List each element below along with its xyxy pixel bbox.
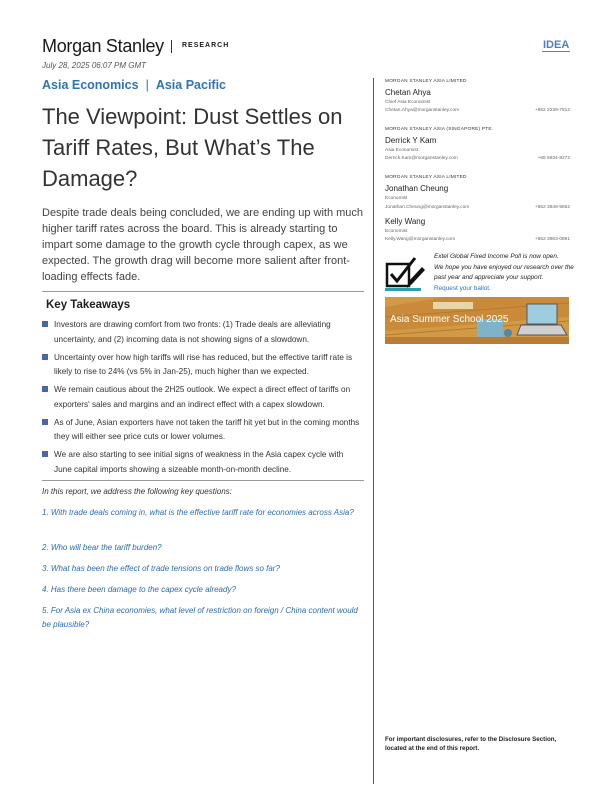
list-item: Uncertainty over how high tariffs will rise has reduced, but the effective tariff rate is likely to rise to 24% (vs 5% in Jan-25), much higher than we expected. [42, 351, 362, 380]
list-item: We are also starting to see initial signs of weakness in the Asia capex cycle with June capital imports showing a sizeable month-on-month decline. [42, 448, 362, 477]
author-phone: +852 3848-5652 [534, 205, 570, 210]
report-title: The Viewpoint: Dust Settles on Tariff Rates, But What’s The Damage? [42, 104, 343, 191]
author-email[interactable]: Derrick.Kam@morganstanley.com [385, 156, 458, 161]
author-email[interactable]: Kelly.Wang@morganstanley.com [385, 237, 456, 242]
author-phone: +65 6834-8272 [537, 156, 570, 161]
bullet-square-icon [42, 419, 48, 425]
question-link-5[interactable]: 5. For Asia ex China economies, what level of restriction on foreign / China content would be plausible? [42, 606, 358, 629]
key-takeaways-heading: Key Takeaways [46, 299, 131, 311]
topic-asia-economics[interactable]: Asia Economics [42, 78, 139, 92]
list-item: We remain cautious about the 2H25 outlook. We expect a direct effect of tariffs on exporters' sales and margins and an indirect effect with a capex slowdown. [42, 383, 362, 412]
morgan-stanley-logo: Morgan Stanley [42, 36, 164, 56]
ballot-line-2: We hope you have enjoyed our research over the past year and appreciate your support. [434, 263, 574, 281]
list-item: As of June, Asian exporters have not taken the tariff hit yet but in the coming months they will either see price cuts or lower volumes. [42, 416, 362, 445]
bullet-square-icon [42, 451, 48, 457]
list-item: Investors are drawing comfort from two fronts: (1) Trade deals are alleviating uncertainty, and (2) incoming data is not showing signs of a slowdown. [42, 318, 362, 347]
author-name: Chetan Ahya [385, 88, 431, 97]
key-takeaways-list [42, 318, 362, 481]
check-pencil-icon [385, 254, 425, 292]
ballot-line-1: Extel Global Fixed Income Poll is now open. [434, 253, 559, 260]
author-org: MORGAN STANLEY ASIA LIMITED [385, 175, 467, 180]
ballot-promo [434, 252, 574, 294]
bullet-square-icon [42, 321, 48, 327]
author-org: MORGAN STANLEY ASIA LIMITED [385, 79, 467, 84]
author-role: Chief Asia Economist [385, 100, 431, 105]
author-role: Asia Economist [385, 148, 419, 153]
author-email[interactable]: Jonathan.Cheung@morganstanley.com [385, 205, 470, 210]
bullet-square-icon [42, 354, 48, 360]
research-label: RESEARCH [182, 42, 230, 49]
author-name: Kelly Wang [385, 217, 426, 226]
question-link-2[interactable]: 2. Who will bear the tariff burden? [42, 543, 162, 552]
author-role: Economist [385, 196, 408, 201]
banner-title: Asia Summer School 2025 [390, 314, 509, 325]
question-link-1[interactable]: 1. With trade deals coming in, what is the effective tariff rate for economies across Asia? [42, 508, 354, 517]
logo-divider [171, 40, 172, 53]
author-name: Jonathan Cheung [385, 184, 449, 193]
author-role: Economist [385, 229, 408, 234]
idea-badge: IDEA [543, 39, 570, 51]
intro-paragraph: Despite trade deals being concluded, we are ending up with much higher tariff rates across the board. This is already starting to impart some damage to the growth cycle through capex, as we expected. The growth drag will become more salient after front-loading effects fade. [42, 207, 364, 283]
question-link-4[interactable]: 4. Has there been damage to the capex cycle already? [42, 585, 236, 594]
topic-asia-pacific[interactable]: Asia Pacific [155, 78, 227, 92]
author-email[interactable]: Chetan.Ahya@morganstanley.com [385, 108, 460, 113]
asia-summer-school-banner[interactable] [385, 297, 569, 344]
key-questions-intro: In this report, we address the following key questions: [42, 487, 232, 496]
question-link-3[interactable]: 3. What has been the effect of trade tensions on trade flows so far? [42, 564, 280, 573]
request-ballot-link[interactable]: Request your ballot. [434, 284, 491, 292]
bullet-square-icon [42, 386, 48, 392]
publish-date: July 28, 2025 06:07 PM GMT [42, 61, 147, 70]
author-name: Derrick Y Kam [385, 136, 437, 145]
divider [42, 291, 364, 292]
sidebar-divider [373, 78, 374, 784]
disclosure-note: For important disclosures, refer to the Disclosure Section, located at the end of this report. [385, 736, 557, 752]
author-phone: +852 2239-7812 [534, 108, 570, 113]
author-org: MORGAN STANLEY ASIA (SINGAPORE) PTE. [385, 127, 494, 132]
author-phone: +852 3963-0891 [534, 237, 570, 242]
topic-line [42, 78, 226, 92]
divider [42, 480, 364, 481]
topic-separator: | [145, 78, 149, 92]
